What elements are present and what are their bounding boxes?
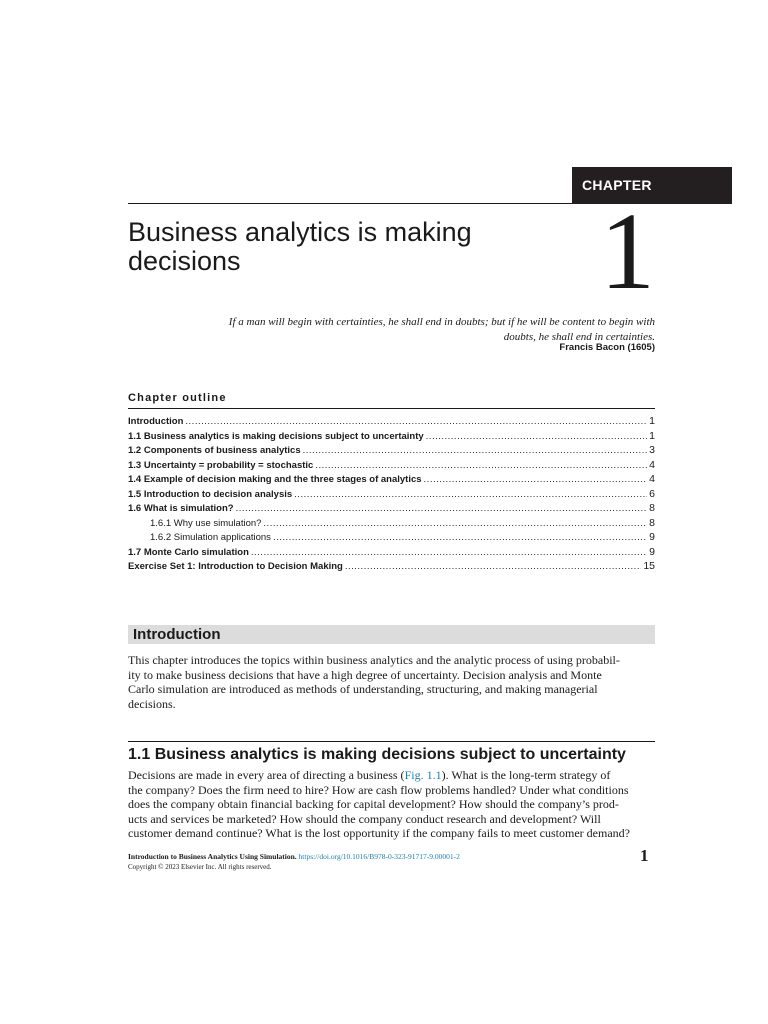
toc-item[interactable]: Exercise Set 1: Introduction to Decision Making ..... 15 — [128, 559, 655, 574]
paragraph-line: Carlo simulation are introduced as methods of understanding, structuring, and making managerial — [128, 682, 598, 696]
epigraph-quote — [150, 315, 655, 345]
outline-heading: Chapter outline — [128, 392, 227, 404]
footer-book-title: Introduction to Business Analytics Using Simulation. — [128, 852, 297, 861]
toc-item[interactable]: 1.7 Monte Carlo simulation ..... 9 — [128, 545, 655, 560]
chapter-title-line1: Business analytics is making — [128, 217, 472, 247]
toc-item[interactable]: 1.3 Uncertainty = probability = stochastic ..... 4 — [128, 458, 655, 473]
epigraph-line2: doubts, he shall end in certainties. — [503, 331, 655, 343]
section-1-1-paragraph — [128, 768, 655, 841]
toc-subitem[interactable]: 1.6.2 Simulation applications ..... 9 — [128, 530, 655, 545]
introduction-heading: Introduction — [133, 626, 221, 643]
paragraph-line — [128, 768, 655, 783]
footer-citation — [128, 852, 460, 862]
paragraph-line: customer demand continue? What is the lost opportunity if the company fails to meet customer demand? — [128, 826, 630, 840]
toc-item[interactable]: 1.2 Components of business analytics ..... 3 — [128, 443, 655, 458]
paragraph-line: does the company obtain financial backing for capital development? How should the company’s prod- — [128, 797, 619, 811]
section-rule — [128, 741, 655, 742]
chapter-label: CHAPTER — [582, 177, 652, 193]
page-number: 1 — [640, 846, 649, 865]
paragraph-line: ucts and services be marketed? How should the company conduct research and development? Will — [128, 811, 601, 826]
footer-doi-link[interactable]: https://doi.org/10.1016/B978-0-323-91717-9.00001-2 — [298, 852, 460, 861]
paragraph-line: ity to make business decisions that have a high degree of uncertainty. Decision analysis and Monte — [128, 667, 602, 682]
chapter-number: 1 — [600, 190, 655, 312]
paragraph-line: the company? Does the firm need to hire? How are cash flow problems handled? Under what conditions — [128, 782, 629, 797]
outline-rule — [128, 408, 655, 409]
chapter-title-line2: decisions — [128, 246, 241, 276]
section-1-1-heading: 1.1 Business analytics is making decisions subject to uncertainty — [128, 746, 626, 763]
paragraph-line: decisions. — [128, 696, 176, 711]
toc-item[interactable]: Introduction ..... 1 — [128, 414, 655, 429]
paragraph-line: This chapter introduces the topics within business analytics and the analytic process of using probabil- — [128, 653, 620, 667]
toc-item[interactable]: 1.4 Example of decision making and the three stages of analytics ..... 4 — [128, 472, 655, 487]
text-run: Decisions are made in every area of directing a business ( — [128, 768, 405, 782]
chapter-outline — [128, 414, 655, 574]
chapter-title — [128, 218, 548, 276]
text-run: ). What is the long-term strategy of — [441, 768, 611, 782]
footer-copyright: Copyright © 2023 Elsevier Inc. All rights reserved. — [128, 863, 272, 871]
epigraph-line1: If a man will begin with certainties, he shall end in doubts; but if he will be content to begin with — [228, 316, 655, 328]
toc-item[interactable]: 1.1 Business analytics is making decisions subject to uncertainty ..... 1 — [128, 429, 655, 444]
toc-item[interactable]: 1.5 Introduction to decision analysis ..... 6 — [128, 487, 655, 502]
epigraph-author: Francis Bacon (1605) — [559, 342, 655, 353]
chapter-top-rule — [128, 203, 572, 204]
toc-item[interactable]: 1.6 What is simulation? ..... 8 — [128, 501, 655, 516]
introduction-paragraph — [128, 653, 655, 711]
toc-subitem[interactable]: 1.6.1 Why use simulation? ..... 8 — [128, 516, 655, 531]
figure-link[interactable]: Fig. 1.1 — [404, 768, 442, 782]
